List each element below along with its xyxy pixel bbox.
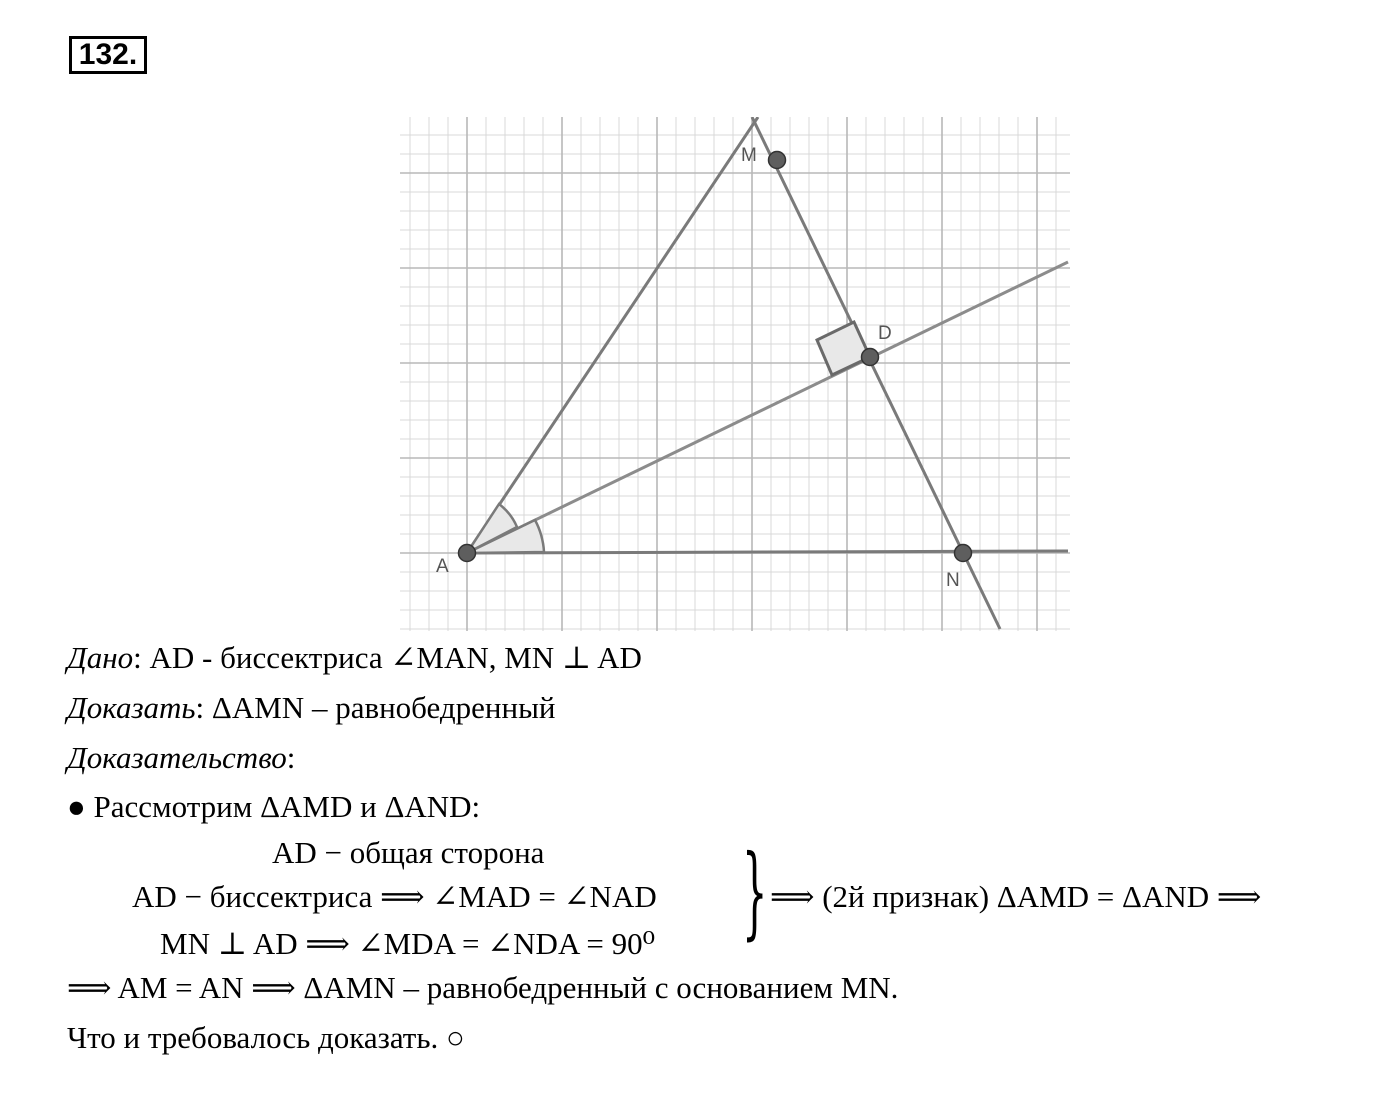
- point-D: [862, 349, 879, 366]
- given-text: AD - биссектриса ∠MAN, MN ⊥ AD: [149, 640, 642, 675]
- system-line-2: AD − биссектриса ⟹ ∠MAD = ∠NAD: [132, 879, 657, 914]
- label-M: M: [741, 145, 757, 166]
- right-angle-mark-D: [817, 322, 870, 375]
- prove-label: Доказать: [67, 690, 196, 725]
- label-N: N: [946, 570, 960, 591]
- prove-text: ΔAMN – равнобедренный: [211, 690, 556, 725]
- conclusion-line: ⟹ AM = AN ⟹ ΔAMN – равнобедренный с основанием MN.: [67, 970, 899, 1005]
- problem-number: 132.: [69, 36, 147, 74]
- point-M: [769, 152, 786, 169]
- system-result: ⟹ (2й признак) ΔAMD = ΔAND ⟹: [770, 879, 1262, 914]
- line-AN: [467, 551, 1068, 553]
- system-brace: }: [742, 833, 768, 950]
- proof-heading: Доказательство:: [67, 740, 296, 775]
- label-D: D: [878, 323, 892, 344]
- proof-consider: ● Рассмотрим ΔAMD и ΔAND:: [67, 789, 481, 824]
- point-N: [955, 545, 972, 562]
- system-line-3: MN ⊥ AD ⟹ ∠MDA = ∠NDA = 90⁰: [160, 926, 656, 961]
- point-A: [459, 545, 476, 562]
- system-line-1: AD − общая сторона: [272, 835, 545, 870]
- proof-label: Доказательство: [67, 740, 287, 775]
- geometry-figure: [400, 117, 1070, 631]
- label-A: A: [436, 556, 449, 577]
- given-label: Дано: [67, 640, 134, 675]
- prove-line: Доказать: ΔAMN – равнобедренный: [67, 690, 556, 725]
- given-line: Дано: AD - биссектриса ∠MAN, MN ⊥ AD: [67, 640, 642, 675]
- qed-line: Что и требовалось доказать. ○: [67, 1020, 465, 1055]
